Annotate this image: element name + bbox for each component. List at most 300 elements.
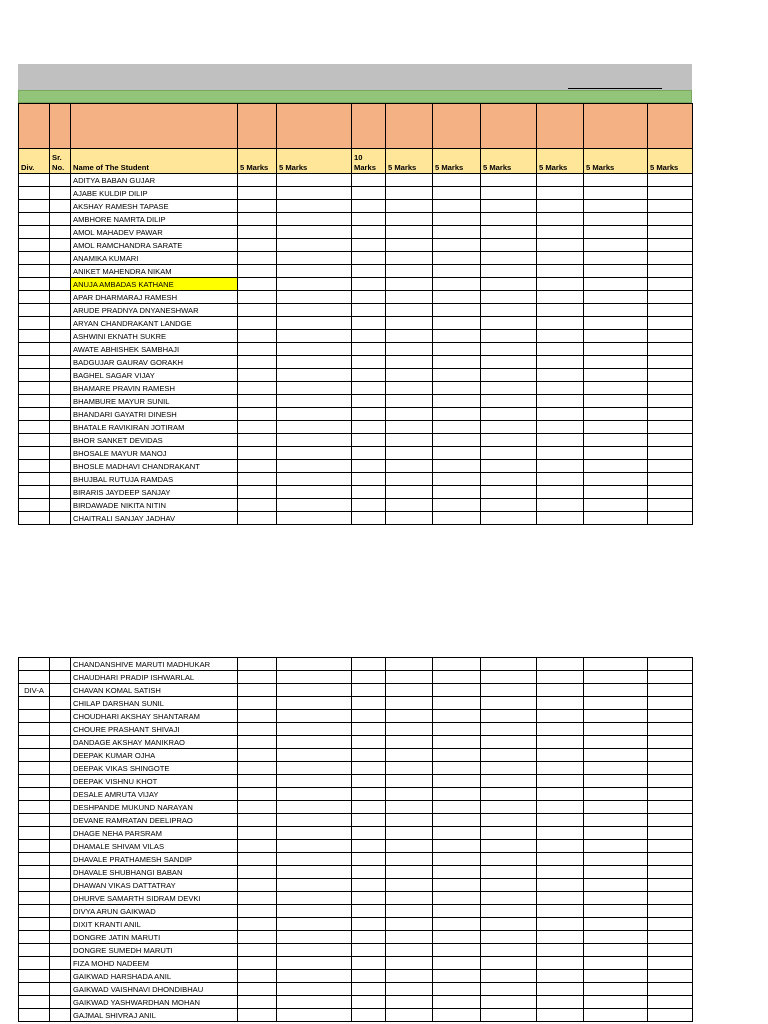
marks-cell[interactable] bbox=[433, 892, 481, 905]
marks-cell[interactable] bbox=[238, 658, 277, 671]
marks-cell[interactable] bbox=[648, 304, 693, 317]
sr-no-cell[interactable] bbox=[50, 408, 71, 421]
marks-cell[interactable] bbox=[648, 408, 693, 421]
marks-cell[interactable] bbox=[433, 174, 481, 187]
marks-cell[interactable] bbox=[481, 762, 537, 775]
marks-cell[interactable] bbox=[433, 330, 481, 343]
marks-cell[interactable] bbox=[584, 762, 648, 775]
marks-cell[interactable] bbox=[433, 879, 481, 892]
sr-no-cell[interactable] bbox=[50, 317, 71, 330]
marks-cell[interactable] bbox=[386, 278, 433, 291]
marks-cell[interactable] bbox=[481, 265, 537, 278]
marks-cell[interactable] bbox=[537, 447, 584, 460]
marks-cell[interactable] bbox=[277, 499, 352, 512]
marks-cell[interactable] bbox=[277, 853, 352, 866]
marks-cell[interactable] bbox=[352, 749, 386, 762]
marks-cell[interactable] bbox=[277, 200, 352, 213]
marks-cell[interactable] bbox=[433, 382, 481, 395]
marks-cell[interactable] bbox=[352, 226, 386, 239]
marks-cell[interactable] bbox=[238, 801, 277, 814]
marks-cell[interactable] bbox=[648, 473, 693, 486]
marks-cell[interactable] bbox=[584, 710, 648, 723]
marks-cell[interactable] bbox=[648, 749, 693, 762]
marks-cell[interactable] bbox=[352, 200, 386, 213]
marks-cell[interactable] bbox=[238, 395, 277, 408]
marks-cell[interactable] bbox=[433, 1009, 481, 1022]
marks-cell[interactable] bbox=[584, 395, 648, 408]
marks-cell[interactable] bbox=[537, 918, 584, 931]
marks-cell[interactable] bbox=[648, 697, 693, 710]
marks-cell[interactable] bbox=[481, 421, 537, 434]
marks-cell[interactable] bbox=[648, 684, 693, 697]
sr-no-cell[interactable] bbox=[50, 710, 71, 723]
marks-cell[interactable] bbox=[537, 801, 584, 814]
marks-cell[interactable] bbox=[537, 827, 584, 840]
marks-cell[interactable] bbox=[238, 369, 277, 382]
marks-cell[interactable] bbox=[481, 996, 537, 1009]
marks-cell[interactable] bbox=[277, 762, 352, 775]
marks-cell[interactable] bbox=[481, 853, 537, 866]
marks-cell[interactable] bbox=[238, 265, 277, 278]
marks-cell[interactable] bbox=[277, 252, 352, 265]
marks-cell[interactable] bbox=[584, 460, 648, 473]
marks-cell[interactable] bbox=[481, 408, 537, 421]
marks-cell[interactable] bbox=[537, 684, 584, 697]
marks-cell[interactable] bbox=[277, 187, 352, 200]
marks-cell[interactable] bbox=[648, 814, 693, 827]
marks-cell[interactable] bbox=[238, 447, 277, 460]
marks-cell[interactable] bbox=[277, 369, 352, 382]
marks-cell[interactable] bbox=[433, 684, 481, 697]
sr-no-cell[interactable] bbox=[50, 382, 71, 395]
marks-cell[interactable] bbox=[238, 762, 277, 775]
marks-cell[interactable] bbox=[386, 827, 433, 840]
sr-no-cell[interactable] bbox=[50, 252, 71, 265]
marks-cell[interactable] bbox=[352, 723, 386, 736]
marks-cell[interactable] bbox=[584, 892, 648, 905]
marks-cell[interactable] bbox=[584, 944, 648, 957]
marks-cell[interactable] bbox=[238, 512, 277, 525]
sr-no-cell[interactable] bbox=[50, 200, 71, 213]
marks-cell[interactable] bbox=[481, 213, 537, 226]
marks-cell[interactable] bbox=[537, 421, 584, 434]
marks-cell[interactable] bbox=[386, 1009, 433, 1022]
marks-cell[interactable] bbox=[481, 801, 537, 814]
marks-cell[interactable] bbox=[277, 486, 352, 499]
marks-cell[interactable] bbox=[386, 499, 433, 512]
marks-cell[interactable] bbox=[648, 343, 693, 356]
marks-cell[interactable] bbox=[433, 304, 481, 317]
marks-cell[interactable] bbox=[386, 840, 433, 853]
marks-cell[interactable] bbox=[433, 944, 481, 957]
marks-cell[interactable] bbox=[277, 447, 352, 460]
sr-no-cell[interactable] bbox=[50, 658, 71, 671]
marks-cell[interactable] bbox=[238, 879, 277, 892]
sr-no-cell[interactable] bbox=[50, 486, 71, 499]
marks-cell[interactable] bbox=[537, 239, 584, 252]
marks-cell[interactable] bbox=[584, 213, 648, 226]
marks-cell[interactable] bbox=[481, 736, 537, 749]
marks-cell[interactable] bbox=[433, 957, 481, 970]
marks-cell[interactable] bbox=[238, 486, 277, 499]
marks-cell[interactable] bbox=[352, 671, 386, 684]
marks-cell[interactable] bbox=[352, 330, 386, 343]
marks-cell[interactable] bbox=[386, 343, 433, 356]
marks-cell[interactable] bbox=[481, 395, 537, 408]
marks-cell[interactable] bbox=[433, 788, 481, 801]
marks-cell[interactable] bbox=[433, 827, 481, 840]
marks-cell[interactable] bbox=[481, 892, 537, 905]
marks-cell[interactable] bbox=[352, 684, 386, 697]
sr-no-cell[interactable] bbox=[50, 970, 71, 983]
marks-cell[interactable] bbox=[433, 983, 481, 996]
marks-cell[interactable] bbox=[352, 775, 386, 788]
marks-cell[interactable] bbox=[537, 317, 584, 330]
marks-cell[interactable] bbox=[648, 200, 693, 213]
marks-cell[interactable] bbox=[386, 200, 433, 213]
marks-cell[interactable] bbox=[386, 317, 433, 330]
marks-cell[interactable] bbox=[584, 512, 648, 525]
marks-cell[interactable] bbox=[648, 187, 693, 200]
marks-cell[interactable] bbox=[238, 408, 277, 421]
marks-cell[interactable] bbox=[648, 853, 693, 866]
sr-no-cell[interactable] bbox=[50, 853, 71, 866]
marks-cell[interactable] bbox=[238, 304, 277, 317]
marks-cell[interactable] bbox=[238, 840, 277, 853]
marks-cell[interactable] bbox=[648, 970, 693, 983]
marks-cell[interactable] bbox=[433, 434, 481, 447]
marks-cell[interactable] bbox=[648, 174, 693, 187]
marks-cell[interactable] bbox=[386, 723, 433, 736]
marks-cell[interactable] bbox=[386, 369, 433, 382]
marks-cell[interactable] bbox=[277, 473, 352, 486]
marks-cell[interactable] bbox=[352, 486, 386, 499]
marks-cell[interactable] bbox=[238, 918, 277, 931]
sr-no-cell[interactable] bbox=[50, 983, 71, 996]
marks-cell[interactable] bbox=[277, 905, 352, 918]
marks-cell[interactable] bbox=[433, 369, 481, 382]
marks-cell[interactable] bbox=[481, 200, 537, 213]
marks-cell[interactable] bbox=[238, 788, 277, 801]
marks-cell[interactable] bbox=[352, 213, 386, 226]
sr-no-cell[interactable] bbox=[50, 395, 71, 408]
marks-cell[interactable] bbox=[277, 304, 352, 317]
marks-cell[interactable] bbox=[481, 658, 537, 671]
marks-cell[interactable] bbox=[648, 434, 693, 447]
marks-cell[interactable] bbox=[481, 827, 537, 840]
marks-cell[interactable] bbox=[648, 801, 693, 814]
marks-cell[interactable] bbox=[277, 931, 352, 944]
marks-cell[interactable] bbox=[352, 473, 386, 486]
marks-cell[interactable] bbox=[648, 317, 693, 330]
marks-cell[interactable] bbox=[386, 905, 433, 918]
marks-cell[interactable] bbox=[386, 983, 433, 996]
marks-cell[interactable] bbox=[537, 408, 584, 421]
marks-cell[interactable] bbox=[584, 736, 648, 749]
sr-no-cell[interactable] bbox=[50, 684, 71, 697]
marks-cell[interactable] bbox=[481, 957, 537, 970]
marks-cell[interactable] bbox=[648, 291, 693, 304]
marks-cell[interactable] bbox=[352, 892, 386, 905]
marks-cell[interactable] bbox=[481, 684, 537, 697]
sr-no-cell[interactable] bbox=[50, 736, 71, 749]
marks-cell[interactable] bbox=[277, 944, 352, 957]
marks-cell[interactable] bbox=[584, 788, 648, 801]
marks-cell[interactable] bbox=[277, 671, 352, 684]
marks-cell[interactable] bbox=[584, 382, 648, 395]
marks-cell[interactable] bbox=[352, 1009, 386, 1022]
sr-no-cell[interactable] bbox=[50, 905, 71, 918]
marks-cell[interactable] bbox=[648, 421, 693, 434]
marks-cell[interactable] bbox=[648, 369, 693, 382]
marks-cell[interactable] bbox=[386, 460, 433, 473]
marks-cell[interactable] bbox=[537, 931, 584, 944]
marks-cell[interactable] bbox=[352, 905, 386, 918]
marks-cell[interactable] bbox=[277, 658, 352, 671]
marks-cell[interactable] bbox=[481, 788, 537, 801]
marks-cell[interactable] bbox=[386, 775, 433, 788]
marks-cell[interactable] bbox=[537, 970, 584, 983]
marks-cell[interactable] bbox=[481, 983, 537, 996]
marks-cell[interactable] bbox=[352, 317, 386, 330]
marks-cell[interactable] bbox=[584, 697, 648, 710]
marks-cell[interactable] bbox=[386, 931, 433, 944]
marks-cell[interactable] bbox=[352, 879, 386, 892]
sr-no-cell[interactable] bbox=[50, 1009, 71, 1022]
marks-cell[interactable] bbox=[386, 434, 433, 447]
marks-cell[interactable] bbox=[238, 723, 277, 736]
sr-no-cell[interactable] bbox=[50, 499, 71, 512]
marks-cell[interactable] bbox=[238, 226, 277, 239]
marks-cell[interactable] bbox=[277, 382, 352, 395]
marks-cell[interactable] bbox=[238, 278, 277, 291]
marks-cell[interactable] bbox=[433, 775, 481, 788]
marks-cell[interactable] bbox=[386, 512, 433, 525]
marks-cell[interactable] bbox=[433, 200, 481, 213]
marks-cell[interactable] bbox=[648, 892, 693, 905]
marks-cell[interactable] bbox=[238, 996, 277, 1009]
marks-cell[interactable] bbox=[433, 278, 481, 291]
marks-cell[interactable] bbox=[481, 866, 537, 879]
marks-cell[interactable] bbox=[277, 970, 352, 983]
marks-cell[interactable] bbox=[352, 434, 386, 447]
sr-no-cell[interactable] bbox=[50, 473, 71, 486]
marks-cell[interactable] bbox=[537, 304, 584, 317]
marks-cell[interactable] bbox=[277, 408, 352, 421]
marks-cell[interactable] bbox=[584, 421, 648, 434]
marks-cell[interactable] bbox=[648, 931, 693, 944]
marks-cell[interactable] bbox=[584, 723, 648, 736]
marks-cell[interactable] bbox=[584, 291, 648, 304]
marks-cell[interactable] bbox=[433, 931, 481, 944]
marks-cell[interactable] bbox=[584, 278, 648, 291]
marks-cell[interactable] bbox=[238, 382, 277, 395]
marks-cell[interactable] bbox=[386, 879, 433, 892]
marks-cell[interactable] bbox=[386, 174, 433, 187]
marks-cell[interactable] bbox=[433, 762, 481, 775]
sr-no-cell[interactable] bbox=[50, 460, 71, 473]
marks-cell[interactable] bbox=[386, 788, 433, 801]
sr-no-cell[interactable] bbox=[50, 762, 71, 775]
sr-no-cell[interactable] bbox=[50, 512, 71, 525]
marks-cell[interactable] bbox=[648, 905, 693, 918]
marks-cell[interactable] bbox=[386, 421, 433, 434]
marks-cell[interactable] bbox=[584, 330, 648, 343]
sr-no-cell[interactable] bbox=[50, 697, 71, 710]
sr-no-cell[interactable] bbox=[50, 918, 71, 931]
marks-cell[interactable] bbox=[352, 512, 386, 525]
marks-cell[interactable] bbox=[277, 395, 352, 408]
marks-cell[interactable] bbox=[277, 983, 352, 996]
marks-cell[interactable] bbox=[537, 866, 584, 879]
marks-cell[interactable] bbox=[584, 369, 648, 382]
sr-no-cell[interactable] bbox=[50, 723, 71, 736]
marks-cell[interactable] bbox=[277, 265, 352, 278]
marks-cell[interactable] bbox=[352, 460, 386, 473]
marks-cell[interactable] bbox=[537, 473, 584, 486]
marks-cell[interactable] bbox=[433, 395, 481, 408]
marks-cell[interactable] bbox=[277, 291, 352, 304]
marks-cell[interactable] bbox=[277, 749, 352, 762]
marks-cell[interactable] bbox=[537, 265, 584, 278]
marks-cell[interactable] bbox=[352, 395, 386, 408]
sr-no-cell[interactable] bbox=[50, 749, 71, 762]
marks-cell[interactable] bbox=[584, 814, 648, 827]
marks-cell[interactable] bbox=[433, 736, 481, 749]
marks-cell[interactable] bbox=[238, 983, 277, 996]
marks-cell[interactable] bbox=[277, 775, 352, 788]
marks-cell[interactable] bbox=[352, 252, 386, 265]
marks-cell[interactable] bbox=[277, 840, 352, 853]
marks-cell[interactable] bbox=[537, 775, 584, 788]
sr-no-cell[interactable] bbox=[50, 671, 71, 684]
marks-cell[interactable] bbox=[537, 278, 584, 291]
sr-no-cell[interactable] bbox=[50, 291, 71, 304]
sr-no-cell[interactable] bbox=[50, 187, 71, 200]
marks-cell[interactable] bbox=[648, 499, 693, 512]
marks-cell[interactable] bbox=[277, 343, 352, 356]
marks-cell[interactable] bbox=[648, 460, 693, 473]
marks-cell[interactable] bbox=[277, 684, 352, 697]
marks-cell[interactable] bbox=[537, 671, 584, 684]
marks-cell[interactable] bbox=[481, 239, 537, 252]
marks-cell[interactable] bbox=[648, 239, 693, 252]
marks-cell[interactable] bbox=[537, 944, 584, 957]
marks-cell[interactable] bbox=[433, 996, 481, 1009]
marks-cell[interactable] bbox=[277, 512, 352, 525]
marks-cell[interactable] bbox=[352, 187, 386, 200]
marks-cell[interactable] bbox=[238, 892, 277, 905]
marks-cell[interactable] bbox=[352, 840, 386, 853]
marks-cell[interactable] bbox=[481, 460, 537, 473]
marks-cell[interactable] bbox=[352, 447, 386, 460]
marks-cell[interactable] bbox=[584, 658, 648, 671]
marks-cell[interactable] bbox=[481, 749, 537, 762]
marks-cell[interactable] bbox=[386, 814, 433, 827]
sr-no-cell[interactable] bbox=[50, 239, 71, 252]
marks-cell[interactable] bbox=[584, 983, 648, 996]
marks-cell[interactable] bbox=[584, 486, 648, 499]
marks-cell[interactable] bbox=[352, 291, 386, 304]
marks-cell[interactable] bbox=[277, 866, 352, 879]
sr-no-cell[interactable] bbox=[50, 788, 71, 801]
sr-no-cell[interactable] bbox=[50, 343, 71, 356]
marks-cell[interactable] bbox=[352, 918, 386, 931]
marks-cell[interactable] bbox=[433, 866, 481, 879]
marks-cell[interactable] bbox=[386, 736, 433, 749]
marks-cell[interactable] bbox=[537, 840, 584, 853]
sr-no-cell[interactable] bbox=[50, 226, 71, 239]
marks-cell[interactable] bbox=[584, 447, 648, 460]
marks-cell[interactable] bbox=[277, 174, 352, 187]
marks-cell[interactable] bbox=[537, 356, 584, 369]
marks-cell[interactable] bbox=[433, 486, 481, 499]
marks-cell[interactable] bbox=[537, 892, 584, 905]
marks-cell[interactable] bbox=[386, 239, 433, 252]
marks-cell[interactable] bbox=[352, 853, 386, 866]
marks-cell[interactable] bbox=[648, 658, 693, 671]
marks-cell[interactable] bbox=[386, 970, 433, 983]
marks-cell[interactable] bbox=[433, 187, 481, 200]
marks-cell[interactable] bbox=[386, 291, 433, 304]
marks-cell[interactable] bbox=[537, 174, 584, 187]
marks-cell[interactable] bbox=[352, 762, 386, 775]
marks-cell[interactable] bbox=[537, 905, 584, 918]
sr-no-cell[interactable] bbox=[50, 840, 71, 853]
marks-cell[interactable] bbox=[433, 658, 481, 671]
marks-cell[interactable] bbox=[433, 814, 481, 827]
marks-cell[interactable] bbox=[537, 723, 584, 736]
marks-cell[interactable] bbox=[277, 239, 352, 252]
marks-cell[interactable] bbox=[481, 499, 537, 512]
marks-cell[interactable] bbox=[352, 697, 386, 710]
marks-cell[interactable] bbox=[584, 200, 648, 213]
marks-cell[interactable] bbox=[277, 918, 352, 931]
marks-cell[interactable] bbox=[277, 788, 352, 801]
marks-cell[interactable] bbox=[386, 265, 433, 278]
marks-cell[interactable] bbox=[537, 697, 584, 710]
marks-cell[interactable] bbox=[352, 408, 386, 421]
marks-cell[interactable] bbox=[648, 330, 693, 343]
marks-cell[interactable] bbox=[481, 304, 537, 317]
marks-cell[interactable] bbox=[352, 304, 386, 317]
marks-cell[interactable] bbox=[433, 239, 481, 252]
marks-cell[interactable] bbox=[238, 239, 277, 252]
marks-cell[interactable] bbox=[648, 957, 693, 970]
marks-cell[interactable] bbox=[238, 827, 277, 840]
marks-cell[interactable] bbox=[277, 213, 352, 226]
sr-no-cell[interactable] bbox=[50, 931, 71, 944]
marks-cell[interactable] bbox=[238, 174, 277, 187]
marks-cell[interactable] bbox=[481, 840, 537, 853]
marks-cell[interactable] bbox=[481, 317, 537, 330]
marks-cell[interactable] bbox=[352, 957, 386, 970]
marks-cell[interactable] bbox=[433, 697, 481, 710]
marks-cell[interactable] bbox=[584, 879, 648, 892]
marks-cell[interactable] bbox=[386, 252, 433, 265]
marks-cell[interactable] bbox=[238, 749, 277, 762]
marks-cell[interactable] bbox=[481, 330, 537, 343]
marks-cell[interactable] bbox=[584, 317, 648, 330]
marks-cell[interactable] bbox=[386, 408, 433, 421]
marks-cell[interactable] bbox=[277, 814, 352, 827]
marks-cell[interactable] bbox=[537, 814, 584, 827]
marks-cell[interactable] bbox=[238, 434, 277, 447]
marks-cell[interactable] bbox=[537, 788, 584, 801]
marks-cell[interactable] bbox=[433, 421, 481, 434]
marks-cell[interactable] bbox=[277, 434, 352, 447]
marks-cell[interactable] bbox=[277, 892, 352, 905]
